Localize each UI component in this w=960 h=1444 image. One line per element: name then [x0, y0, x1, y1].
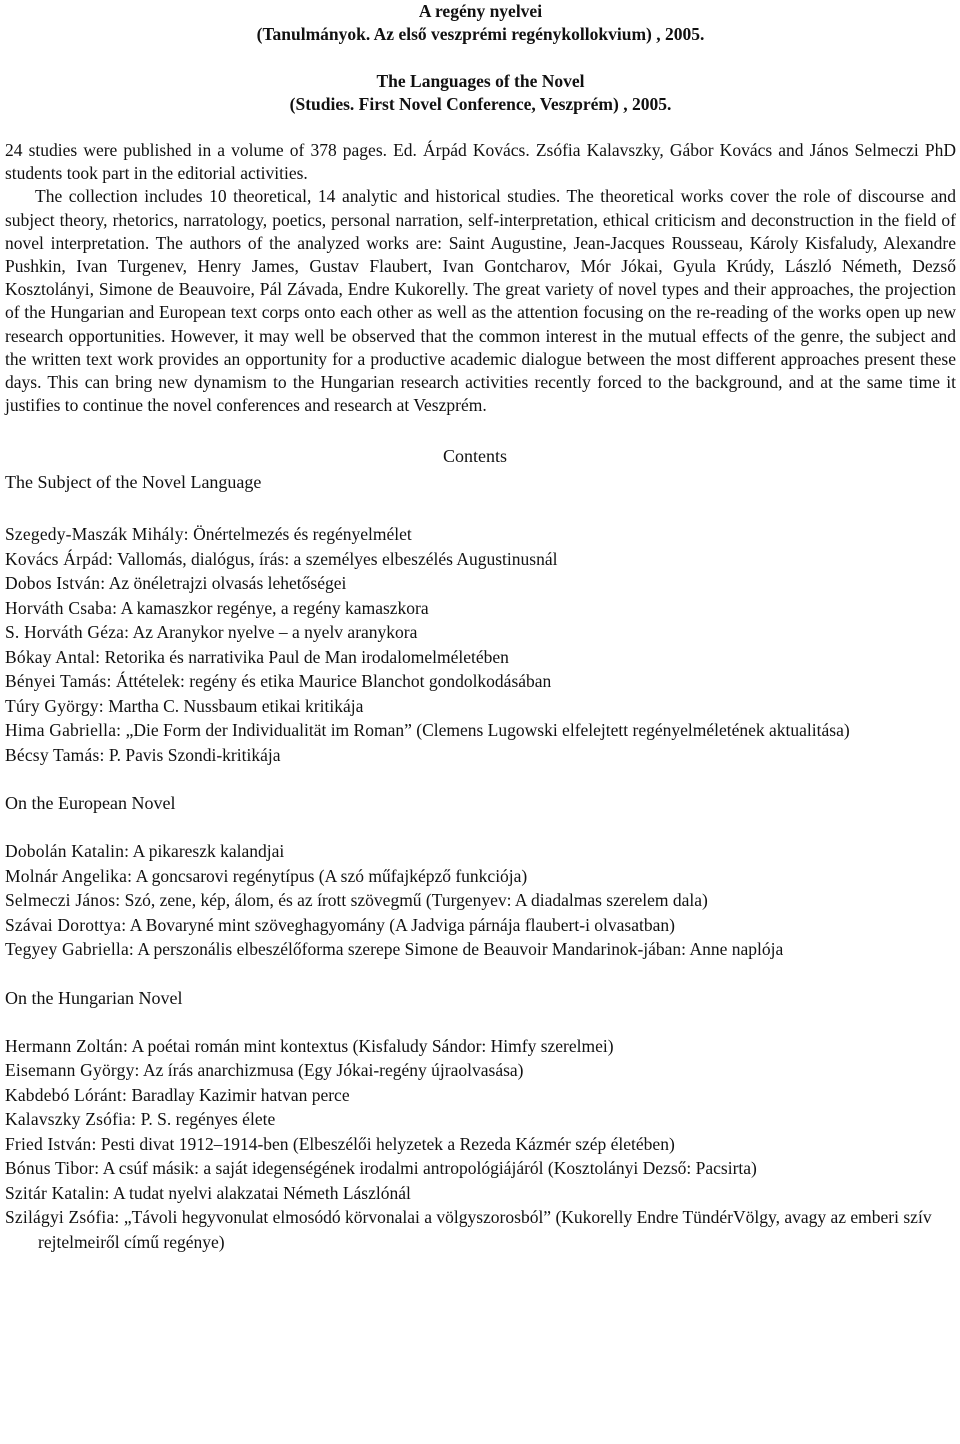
contents-entry [5, 743, 956, 768]
entry-title: A perszonális elbeszélőforma szerepe Simone de Beauvoir Mandarinok-jában: Anne naplója [137, 939, 784, 960]
entry-title: Az írás anarchizmusa (Egy Jókai-regény újraolvasása) [143, 1060, 524, 1081]
hungarian-title: A regény nyelvei [418, 1, 543, 21]
contents-heading: Contents [443, 446, 508, 467]
entry-author: Bónus Tibor: [5, 1158, 100, 1179]
entry-title: A tudat nyelvi alakzatai Németh Lászlónál [113, 1182, 411, 1203]
entry-title: P. S. regényes élete [140, 1109, 276, 1130]
english-subtitle: (Studies. First Novel Conference, Veszprém) , 2005. [289, 94, 672, 114]
contents-entry [5, 596, 956, 621]
section-entries-subject [5, 522, 956, 767]
section-title-european: On the European Novel [5, 793, 176, 814]
contents-entry [5, 1181, 956, 1206]
contents-entry [5, 669, 956, 694]
entry-author: Szegedy-Maszák Mihály: [5, 524, 189, 545]
contents-entry [5, 571, 956, 596]
section-entries-european [5, 839, 956, 962]
abstract-paragraph-2: The collection includes 10 theoretical, 14 analytic and historical studies. The theoretical works cover the role of discourse and subject theory, rhetorics, narratology, poetics, personal narration, self-interpretation, ethical criticism and deconstruction in the field of novel interpretation. The authors of the analyzed works are: Saint Augustine, Jean-Jacques Rousseau, Károly Kisfaludy, Alexandre Pushkin, Ivan Turgenev, Henry James, Gustav Flaubert, Ivan Gontcharov, Mór Jókai, Gyula Krúdy, László Németh, Dezső Kosztolányi, Simone de Beauvoire, Pál Závada, Endre Kukorelly. The great variety of novel types and their approaches, the projection of the Hungarian and European text corps onto each other as well as the attention focusing on the re-reading of the works open up new research opportunities. However, it may well be observed that the common interest in the mutual effects of the genre, the subject and the written text work provides an opportunity for a productive academic dialogue between the most different approaches present these days. This can bring new dynamism to the Hungarian research activities recently forced to the background, and at the same time it justifies to continue the novel conferences and research at Veszprém. [5, 186, 956, 416]
entry-author: Hima Gabriella: [5, 720, 122, 741]
entry-author: Bécsy Tamás: [5, 744, 105, 765]
entry-title: A goncsarovi regénytípus (A szó műfajképző funkciója) [135, 865, 528, 886]
entry-author: Tegyey Gabriella: [5, 939, 134, 960]
contents-entry [5, 937, 956, 962]
entry-author: Eisemann György: [5, 1060, 140, 1081]
entry-title: „Die Form der Individualität im Roman” (Clemens Lugowski elfelejtett regényelméletének aktualitása) [125, 720, 850, 741]
contents-entry [5, 864, 956, 889]
contents-entry [5, 888, 956, 913]
english-title-block [5, 70, 956, 116]
contents-entry [5, 1107, 956, 1132]
english-title: The Languages of the Novel [376, 71, 585, 91]
entry-author: Bényei Tamás: [5, 671, 112, 692]
entry-title: A kamaszkor regénye, a regény kamaszkora [120, 597, 429, 618]
entry-title: Az önéletrajzi olvasás lehetőségei [108, 573, 347, 594]
hungarian-subtitle: (Tanulmányok. Az első veszprémi regénykollokvium) , 2005. [256, 24, 705, 44]
contents-entry [5, 547, 956, 572]
hungarian-title-block [5, 0, 956, 46]
contents-entry [5, 522, 956, 547]
contents-entry [5, 839, 956, 864]
entry-author: Dobos István: [5, 573, 106, 594]
entry-title: Retorika és narrativika Paul de Man irodalomelméletében [104, 646, 509, 667]
entry-author: Dobolán Katalin: [5, 841, 130, 862]
entry-title: Martha C. Nussbaum etikai kritikája [108, 695, 364, 716]
entry-author: Hermann Zoltán: [5, 1035, 129, 1056]
contents-entry [5, 913, 956, 938]
entry-title: Áttételek: regény és etika Maurice Blanchot gondolkodásában [115, 671, 552, 692]
entry-title: A pikareszk kalandjai [132, 841, 285, 862]
contents-header-row [5, 446, 956, 498]
contents-entry [5, 1156, 956, 1181]
section-entries-hungarian [5, 1034, 956, 1255]
entry-title: Önértelmezés és regényelmélet [193, 524, 412, 545]
entry-author: Kabdebó Lóránt: [5, 1084, 128, 1105]
entry-author: S. Horváth Géza: [5, 622, 130, 643]
entry-title: A poétai román mint kontextus (Kisfaludy Sándor: Himfy szerelmei) [131, 1035, 614, 1056]
section-title-hungarian: On the Hungarian Novel [5, 987, 183, 1008]
contents-entry [5, 718, 956, 743]
contents-entry [5, 645, 956, 670]
contents-entry [5, 620, 956, 645]
entry-title: Baradlay Kazimir hatvan perce [131, 1084, 350, 1105]
entry-title: A csúf másik: a saját idegenségének irodalmi antropológiájáról (Kosztolányi Dezső: Pacsirta) [102, 1158, 757, 1179]
entry-author: Fried István: [5, 1133, 97, 1154]
entry-author: Kovács Árpád: [5, 548, 114, 569]
contents-entry [5, 1205, 956, 1254]
entry-author: Szávai Dorottya: [5, 914, 127, 935]
entry-title: Szó, zene, kép, álom, és az írott szövegmű (Turgenyev: A diadalmas szerelem dala) [124, 890, 708, 911]
entry-author: Horváth Csaba: [5, 597, 118, 618]
contents-entry [5, 694, 956, 719]
entry-title: Az Aranykor nyelve – a nyelv aranykora [132, 622, 418, 643]
entry-author: Selmeczi János: [5, 890, 121, 911]
entry-author: Túry György: [5, 695, 104, 716]
contents-entry [5, 1034, 956, 1059]
entry-title: A Bovaryné mint szöveghagyomány (A Jadviga párnája flaubert-i olvasatban) [129, 914, 675, 935]
section-title-subject: The Subject of the Novel Language [5, 472, 262, 493]
contents-entry [5, 1083, 956, 1108]
entry-author: Molnár Angelika: [5, 865, 133, 886]
entry-author: Szilágyi Zsófia: [5, 1207, 120, 1228]
entry-title: Vallomás, dialógus, írás: a személyes elbeszélés Augustinusnál [117, 548, 558, 569]
entry-title: Pesti divat 1912–1914-ben (Elbeszélői helyzetek a Rezeda Kázmér szép életében) [100, 1133, 675, 1154]
entry-title: P. Pavis Szondi-kritikája [108, 744, 281, 765]
entry-author: Bókay Antal: [5, 646, 101, 667]
abstract [5, 139, 956, 417]
abstract-paragraph-1: 24 studies were published in a volume of 378 pages. Ed. Árpád Kovács. Zsófia Kalavszky, Gábor Kovács and János Selmeczi PhD students took part in the editorial activities. [5, 140, 956, 184]
entry-title: „Távoli hegyvonulat elmosódó körvonalai a völgyszorosból” (Kukorelly Endre TündérVölgy, avagy az emberi szív rejtelmeiről című regénye) [38, 1207, 932, 1252]
entry-author: Szitár Katalin: [5, 1182, 110, 1203]
contents-entry [5, 1132, 956, 1157]
contents-entry [5, 1058, 956, 1083]
entry-author: Kalavszky Zsófia: [5, 1109, 137, 1130]
